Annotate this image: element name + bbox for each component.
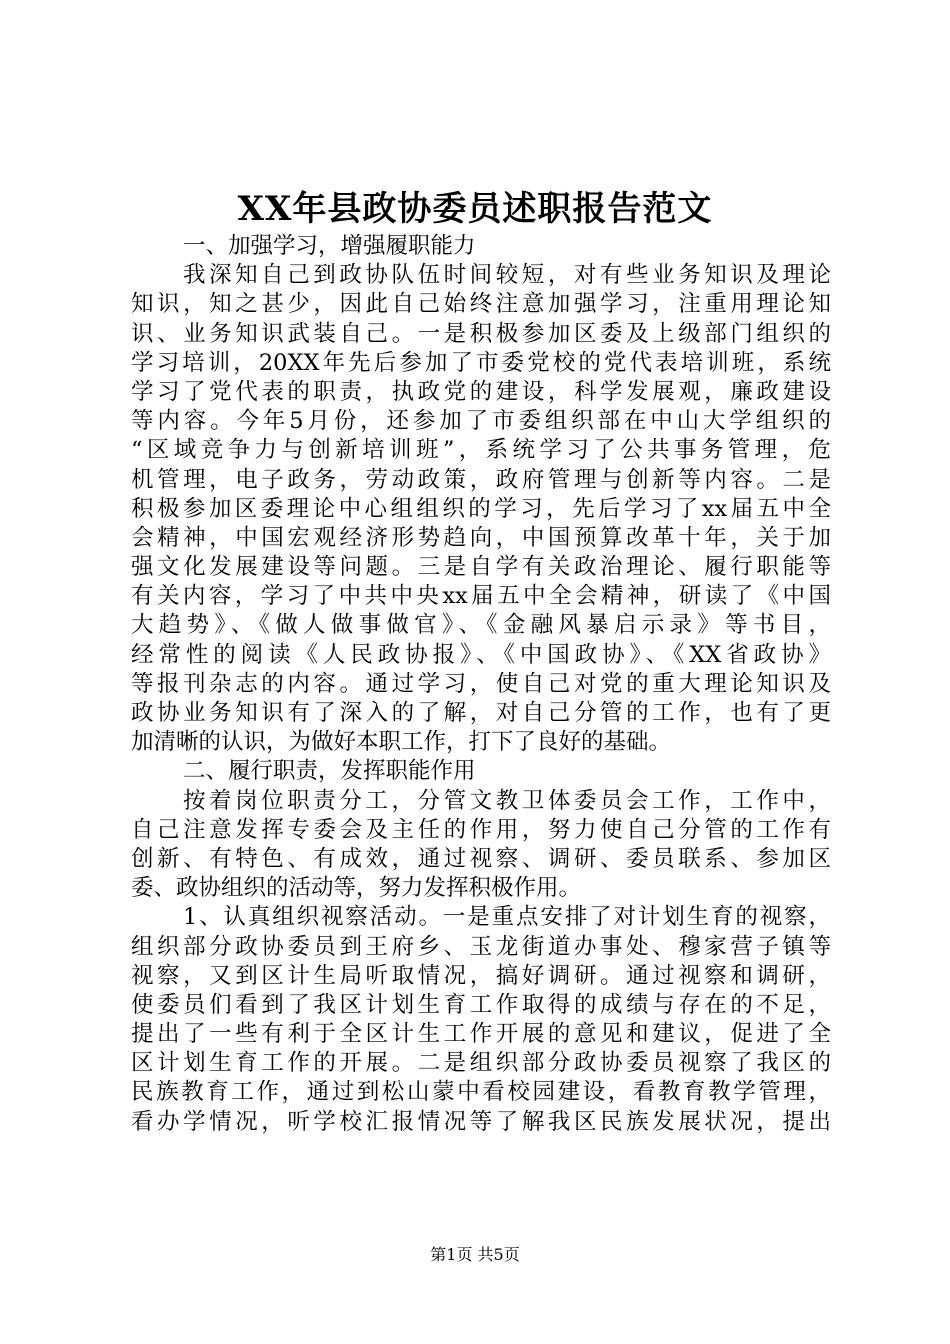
body-line: 学习培训，20XX年先后参加了市委党校的党代表培训班，系统 — [131, 349, 831, 376]
body-line: 我深知自己到政协队伍时间较短，对有些业务知识及理论 — [183, 262, 831, 289]
body-line: 提出了一些有利于全区计生工作开展的意见和建议，促进了全 — [131, 1021, 831, 1048]
body-line: 政协业务知识有了深入的了解，对自己分管的工作，也有了更 — [131, 700, 831, 726]
body-line: 看办学情况，听学校汇报情况等了解我区民族发展状况，提出 — [131, 1108, 831, 1135]
body-line: “区域竞争力与创新培训班”，系统学习了公共事务管理，危 — [131, 437, 831, 464]
page-footer: 第1页 共5页 — [430, 1245, 520, 1264]
body-line: 机管理，电子政务，劳动政策，政府管理与创新等内容。二是 — [131, 466, 831, 493]
body-line: 强文化发展建设等问题。三是自学有关政治理论、履行职能等 — [131, 554, 831, 581]
body-line: 委、政协组织的活动等，努力发挥积极作用。 — [131, 875, 582, 902]
body-line: 二、履行职责，发挥职能作用 — [183, 758, 476, 785]
body-line: 区计划生育工作的开展。二是组织部分政协委员视察了我区的 — [131, 1050, 831, 1077]
body-line: 有关内容，学习了中共中央xx届五中全会精神，研读了《中国 — [131, 583, 831, 610]
body-line: 经常性的阅读《人民政协报》、《中国政协》、《XX省政协》 — [131, 641, 831, 668]
document-title: XX年县政协委员述职报告范文 — [237, 189, 713, 229]
body-line: 会精神，中国宏观经济形势趋向，中国预算改革十年，关于加 — [131, 524, 831, 551]
body-line: 加清晰的认识，为做好本职工作，打下了良好的基础。 — [131, 729, 672, 756]
body-line: 一、加强学习，增强履职能力 — [183, 233, 476, 259]
body-line: 知识，知之甚少，因此自己始终注意加强学习，注重用理论知 — [131, 291, 831, 318]
document-body — [131, 232, 831, 1137]
body-line: 视察，又到区计生局听取情况，搞好调研。通过视察和调研， — [131, 962, 831, 989]
body-line: 学习了党代表的职责，执政党的建设，科学发展观，廉政建设 — [131, 378, 831, 405]
body-line: 积极参加区委理论中心组组织的学习，先后学习了xx届五中全 — [131, 495, 831, 522]
body-line: 创新、有特色、有成效，通过视察、调研、委员联系、参加区 — [131, 845, 831, 872]
body-line: 使委员们看到了我区计划生育工作取得的成绩与存在的不足， — [131, 991, 831, 1018]
body-line: 等内容。今年5月份，还参加了市委组织部在中山大学组织的 — [131, 408, 831, 435]
body-line: 1、认真组织视察活动。一是重点安排了对计划生育的视察， — [183, 904, 831, 931]
body-line: 大趋势》、《做人做事做官》、《金融风暴启示录》等书目， — [131, 612, 831, 639]
body-line: 按着岗位职责分工，分管文教卫体委员会工作，工作中， — [183, 787, 831, 814]
body-line: 识、业务知识武装自己。一是积极参加区委及上级部门组织的 — [131, 320, 831, 347]
body-line: 等报刊杂志的内容。通过学习，使自己对党的重大理论知识及 — [131, 670, 831, 697]
body-line: 自己注意发挥专委会及主任的作用，努力使自己分管的工作有 — [131, 816, 831, 843]
body-line: 组织部分政协委员到王府乡、玉龙街道办事处、穆家营子镇等 — [131, 933, 831, 960]
body-line: 民族教育工作，通过到松山蒙中看校园建设，看教育教学管理， — [131, 1079, 831, 1106]
